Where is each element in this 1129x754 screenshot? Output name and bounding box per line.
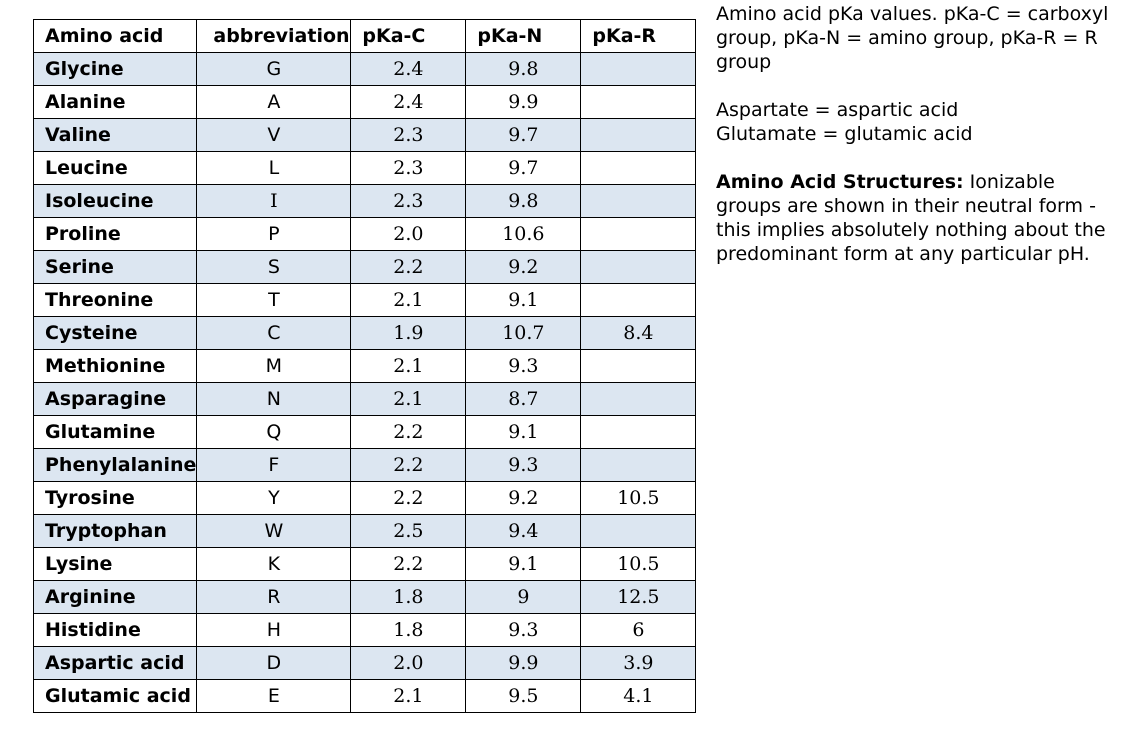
amino-acid-name-cell: Proline	[34, 218, 197, 251]
pka-r-cell	[581, 383, 696, 416]
structures-text: Ionizable groups are shown in their neutral form - this implies absolutely nothing about the predominant form at any particular pH.	[716, 171, 1106, 265]
amino-acid-name-cell: Phenylalanine	[34, 449, 197, 482]
table-row	[34, 53, 696, 86]
pka-r-cell	[581, 119, 696, 152]
table-row	[34, 581, 696, 614]
pka-c-cell: 2.4	[351, 53, 466, 86]
pka-n-cell: 9.3	[466, 614, 581, 647]
amino-acid-name-cell: Tyrosine	[34, 482, 197, 515]
pka-n-cell: 9.7	[466, 152, 581, 185]
pka-r-cell: 8.4	[581, 317, 696, 350]
abbreviation-cell: T	[197, 284, 351, 317]
pka-n-cell: 8.7	[466, 383, 581, 416]
pka-c-cell: 2.2	[351, 251, 466, 284]
amino-acid-name-cell: Glutamine	[34, 416, 197, 449]
header-pka-r: pKa-R	[581, 20, 696, 53]
amino-acid-pka-table	[33, 19, 696, 713]
pka-n-cell: 9.7	[466, 119, 581, 152]
table-row	[34, 218, 696, 251]
pka-r-cell	[581, 53, 696, 86]
pka-n-cell: 9	[466, 581, 581, 614]
pka-c-cell: 1.9	[351, 317, 466, 350]
abbreviation-cell: S	[197, 251, 351, 284]
table-row	[34, 515, 696, 548]
pka-c-cell: 2.1	[351, 680, 466, 713]
pka-n-cell: 10.7	[466, 317, 581, 350]
abbreviation-cell: N	[197, 383, 351, 416]
pka-c-cell: 2.1	[351, 284, 466, 317]
table-row	[34, 548, 696, 581]
notes-panel	[716, 2, 1121, 266]
amino-acid-name-cell: Asparagine	[34, 383, 197, 416]
amino-acid-name-cell: Threonine	[34, 284, 197, 317]
pka-c-cell: 2.3	[351, 185, 466, 218]
table-row	[34, 680, 696, 713]
table-row	[34, 86, 696, 119]
pka-r-cell	[581, 152, 696, 185]
pka-c-cell: 2.0	[351, 647, 466, 680]
amino-acid-name-cell: Histidine	[34, 614, 197, 647]
table-row	[34, 284, 696, 317]
pka-r-cell: 12.5	[581, 581, 696, 614]
abbreviation-cell: C	[197, 317, 351, 350]
pka-r-cell: 4.1	[581, 680, 696, 713]
pka-n-cell: 9.1	[466, 548, 581, 581]
pka-n-cell: 9.1	[466, 416, 581, 449]
amino-acid-name-cell: Methionine	[34, 350, 197, 383]
pka-n-cell: 9.9	[466, 647, 581, 680]
pka-r-cell	[581, 284, 696, 317]
abbreviation-cell: Q	[197, 416, 351, 449]
table-row	[34, 416, 696, 449]
table-row	[34, 119, 696, 152]
pka-c-cell: 2.2	[351, 416, 466, 449]
amino-acid-name-cell: Serine	[34, 251, 197, 284]
glutamate-note: Glutamate = glutamic acid	[716, 123, 973, 145]
pka-n-cell: 9.8	[466, 53, 581, 86]
abbreviation-cell: G	[197, 53, 351, 86]
pka-c-cell: 2.2	[351, 548, 466, 581]
pka-r-cell	[581, 449, 696, 482]
pka-r-cell: 3.9	[581, 647, 696, 680]
pka-n-cell: 10.6	[466, 218, 581, 251]
pka-c-cell: 2.0	[351, 218, 466, 251]
amino-acid-name-cell: Lysine	[34, 548, 197, 581]
abbreviation-cell: H	[197, 614, 351, 647]
pka-n-cell: 9.3	[466, 350, 581, 383]
pka-r-cell	[581, 218, 696, 251]
abbreviation-cell: K	[197, 548, 351, 581]
amino-acid-name-cell: Valine	[34, 119, 197, 152]
amino-acid-name-cell: Glycine	[34, 53, 197, 86]
header-amino-acid: Amino acid	[34, 20, 197, 53]
structures-heading: Amino Acid Structures:	[716, 171, 964, 193]
abbreviation-cell: P	[197, 218, 351, 251]
table-row	[34, 482, 696, 515]
abbreviation-cell: Y	[197, 482, 351, 515]
amino-acid-name-cell: Cysteine	[34, 317, 197, 350]
abbreviation-cell: W	[197, 515, 351, 548]
pka-r-cell: 6	[581, 614, 696, 647]
table-row	[34, 251, 696, 284]
pka-n-cell: 9.4	[466, 515, 581, 548]
pka-n-cell: 9.2	[466, 251, 581, 284]
pka-r-cell	[581, 185, 696, 218]
table-row	[34, 350, 696, 383]
abbreviation-cell: E	[197, 680, 351, 713]
pka-n-cell: 9.3	[466, 449, 581, 482]
pka-n-cell: 9.2	[466, 482, 581, 515]
structures-note	[716, 170, 1121, 266]
abbreviation-cell: A	[197, 86, 351, 119]
table-row	[34, 317, 696, 350]
table-row	[34, 647, 696, 680]
abbreviation-cell: I	[197, 185, 351, 218]
amino-acid-name-cell: Arginine	[34, 581, 197, 614]
pka-r-cell	[581, 86, 696, 119]
abbreviation-cell: V	[197, 119, 351, 152]
pka-r-cell	[581, 350, 696, 383]
pka-r-cell	[581, 416, 696, 449]
pka-r-cell	[581, 251, 696, 284]
pka-n-cell: 9.1	[466, 284, 581, 317]
abbreviation-cell: M	[197, 350, 351, 383]
header-abbreviation: abbreviation	[197, 20, 351, 53]
pka-c-cell: 1.8	[351, 614, 466, 647]
pka-c-cell: 1.8	[351, 581, 466, 614]
table-caption: Amino acid pKa values. pKa-C = carboxyl group, pKa-N = amino group, pKa-R = R group	[716, 3, 1109, 73]
pka-c-cell: 2.4	[351, 86, 466, 119]
pka-c-cell: 2.5	[351, 515, 466, 548]
amino-acid-name-cell: Isoleucine	[34, 185, 197, 218]
header-pka-c: pKa-C	[351, 20, 466, 53]
pka-c-cell: 2.2	[351, 449, 466, 482]
aspartate-note: Aspartate = aspartic acid	[716, 99, 959, 121]
table-row	[34, 383, 696, 416]
pka-n-cell: 9.9	[466, 86, 581, 119]
pka-r-cell: 10.5	[581, 482, 696, 515]
abbreviation-cell: R	[197, 581, 351, 614]
pka-c-cell: 2.3	[351, 119, 466, 152]
table-header-row	[34, 20, 696, 53]
pka-r-cell: 10.5	[581, 548, 696, 581]
table-row	[34, 449, 696, 482]
amino-acid-name-cell: Leucine	[34, 152, 197, 185]
table-row	[34, 152, 696, 185]
table-row	[34, 185, 696, 218]
amino-acid-name-cell: Aspartic acid	[34, 647, 197, 680]
abbreviation-cell: F	[197, 449, 351, 482]
amino-acid-name-cell: Glutamic acid	[34, 680, 197, 713]
header-pka-n: pKa-N	[466, 20, 581, 53]
pka-c-cell: 2.3	[351, 152, 466, 185]
amino-acid-name-cell: Alanine	[34, 86, 197, 119]
abbreviation-cell: D	[197, 647, 351, 680]
pka-c-cell: 2.1	[351, 350, 466, 383]
pka-c-cell: 2.2	[351, 482, 466, 515]
table-row	[34, 614, 696, 647]
amino-acid-name-cell: Tryptophan	[34, 515, 197, 548]
pka-n-cell: 9.8	[466, 185, 581, 218]
pka-n-cell: 9.5	[466, 680, 581, 713]
pka-r-cell	[581, 515, 696, 548]
abbreviation-cell: L	[197, 152, 351, 185]
pka-c-cell: 2.1	[351, 383, 466, 416]
